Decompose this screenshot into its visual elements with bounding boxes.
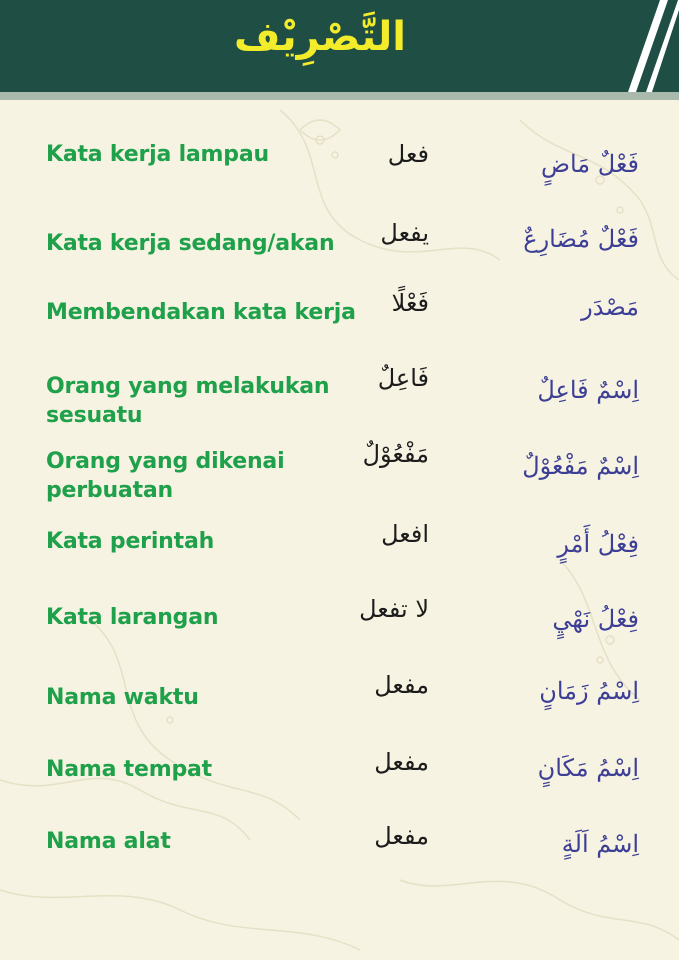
row-form: مفعل [374,822,429,850]
row-term: فِعْلُ أَمْرٍ [557,530,639,558]
row-label: Nama tempat [46,757,212,782]
row-form: يفعل [380,219,429,247]
row-term: اِسْمُ مَكَانٍ [537,754,639,782]
page-title: التَّصْرِيْف [233,14,406,60]
row-label: Kata perintah [46,529,215,554]
row-label: Nama alat [46,829,171,854]
row-form: مفعل [374,671,429,699]
row-form: فَعْلًا [391,289,429,317]
row-form: لا تفعل [359,595,429,623]
row-label: Kata kerja lampau [46,142,269,167]
row-label: Membendakan kata kerja [46,300,356,325]
row-label: Orang yang dikenai perbuatan [46,449,285,503]
row-term: فَعْلٌ مَاضٍ [540,150,639,178]
row-form: مفعل [374,748,429,776]
row-term: اِسْمٌ مَفْعُوْلٌ [522,452,639,480]
row-form: افعل [381,520,429,548]
row-label: Kata kerja sedang/akan [46,231,335,256]
row-term: مَصْدَر [581,293,639,321]
row-form: فَاعِلٌ [377,364,429,392]
row-label: Orang yang melakukan sesuatu [46,374,330,428]
row-term: فَعْلٌ مُضَارِعٌ [523,225,639,253]
row-label: Nama waktu [46,685,199,710]
row-term: اِسْمٌ فَاعِلٌ [537,376,639,404]
row-form: فعل [387,140,429,168]
row-term: فِعْلُ نَهْيٍ [552,605,639,633]
row-form: مَفْعُوْلٌ [362,440,429,468]
row-term: اِسْمُ زَمَانٍ [539,677,639,705]
row-label: Kata larangan [46,605,219,630]
row-term: اِسْمُ اَلَةٍ [561,830,639,858]
